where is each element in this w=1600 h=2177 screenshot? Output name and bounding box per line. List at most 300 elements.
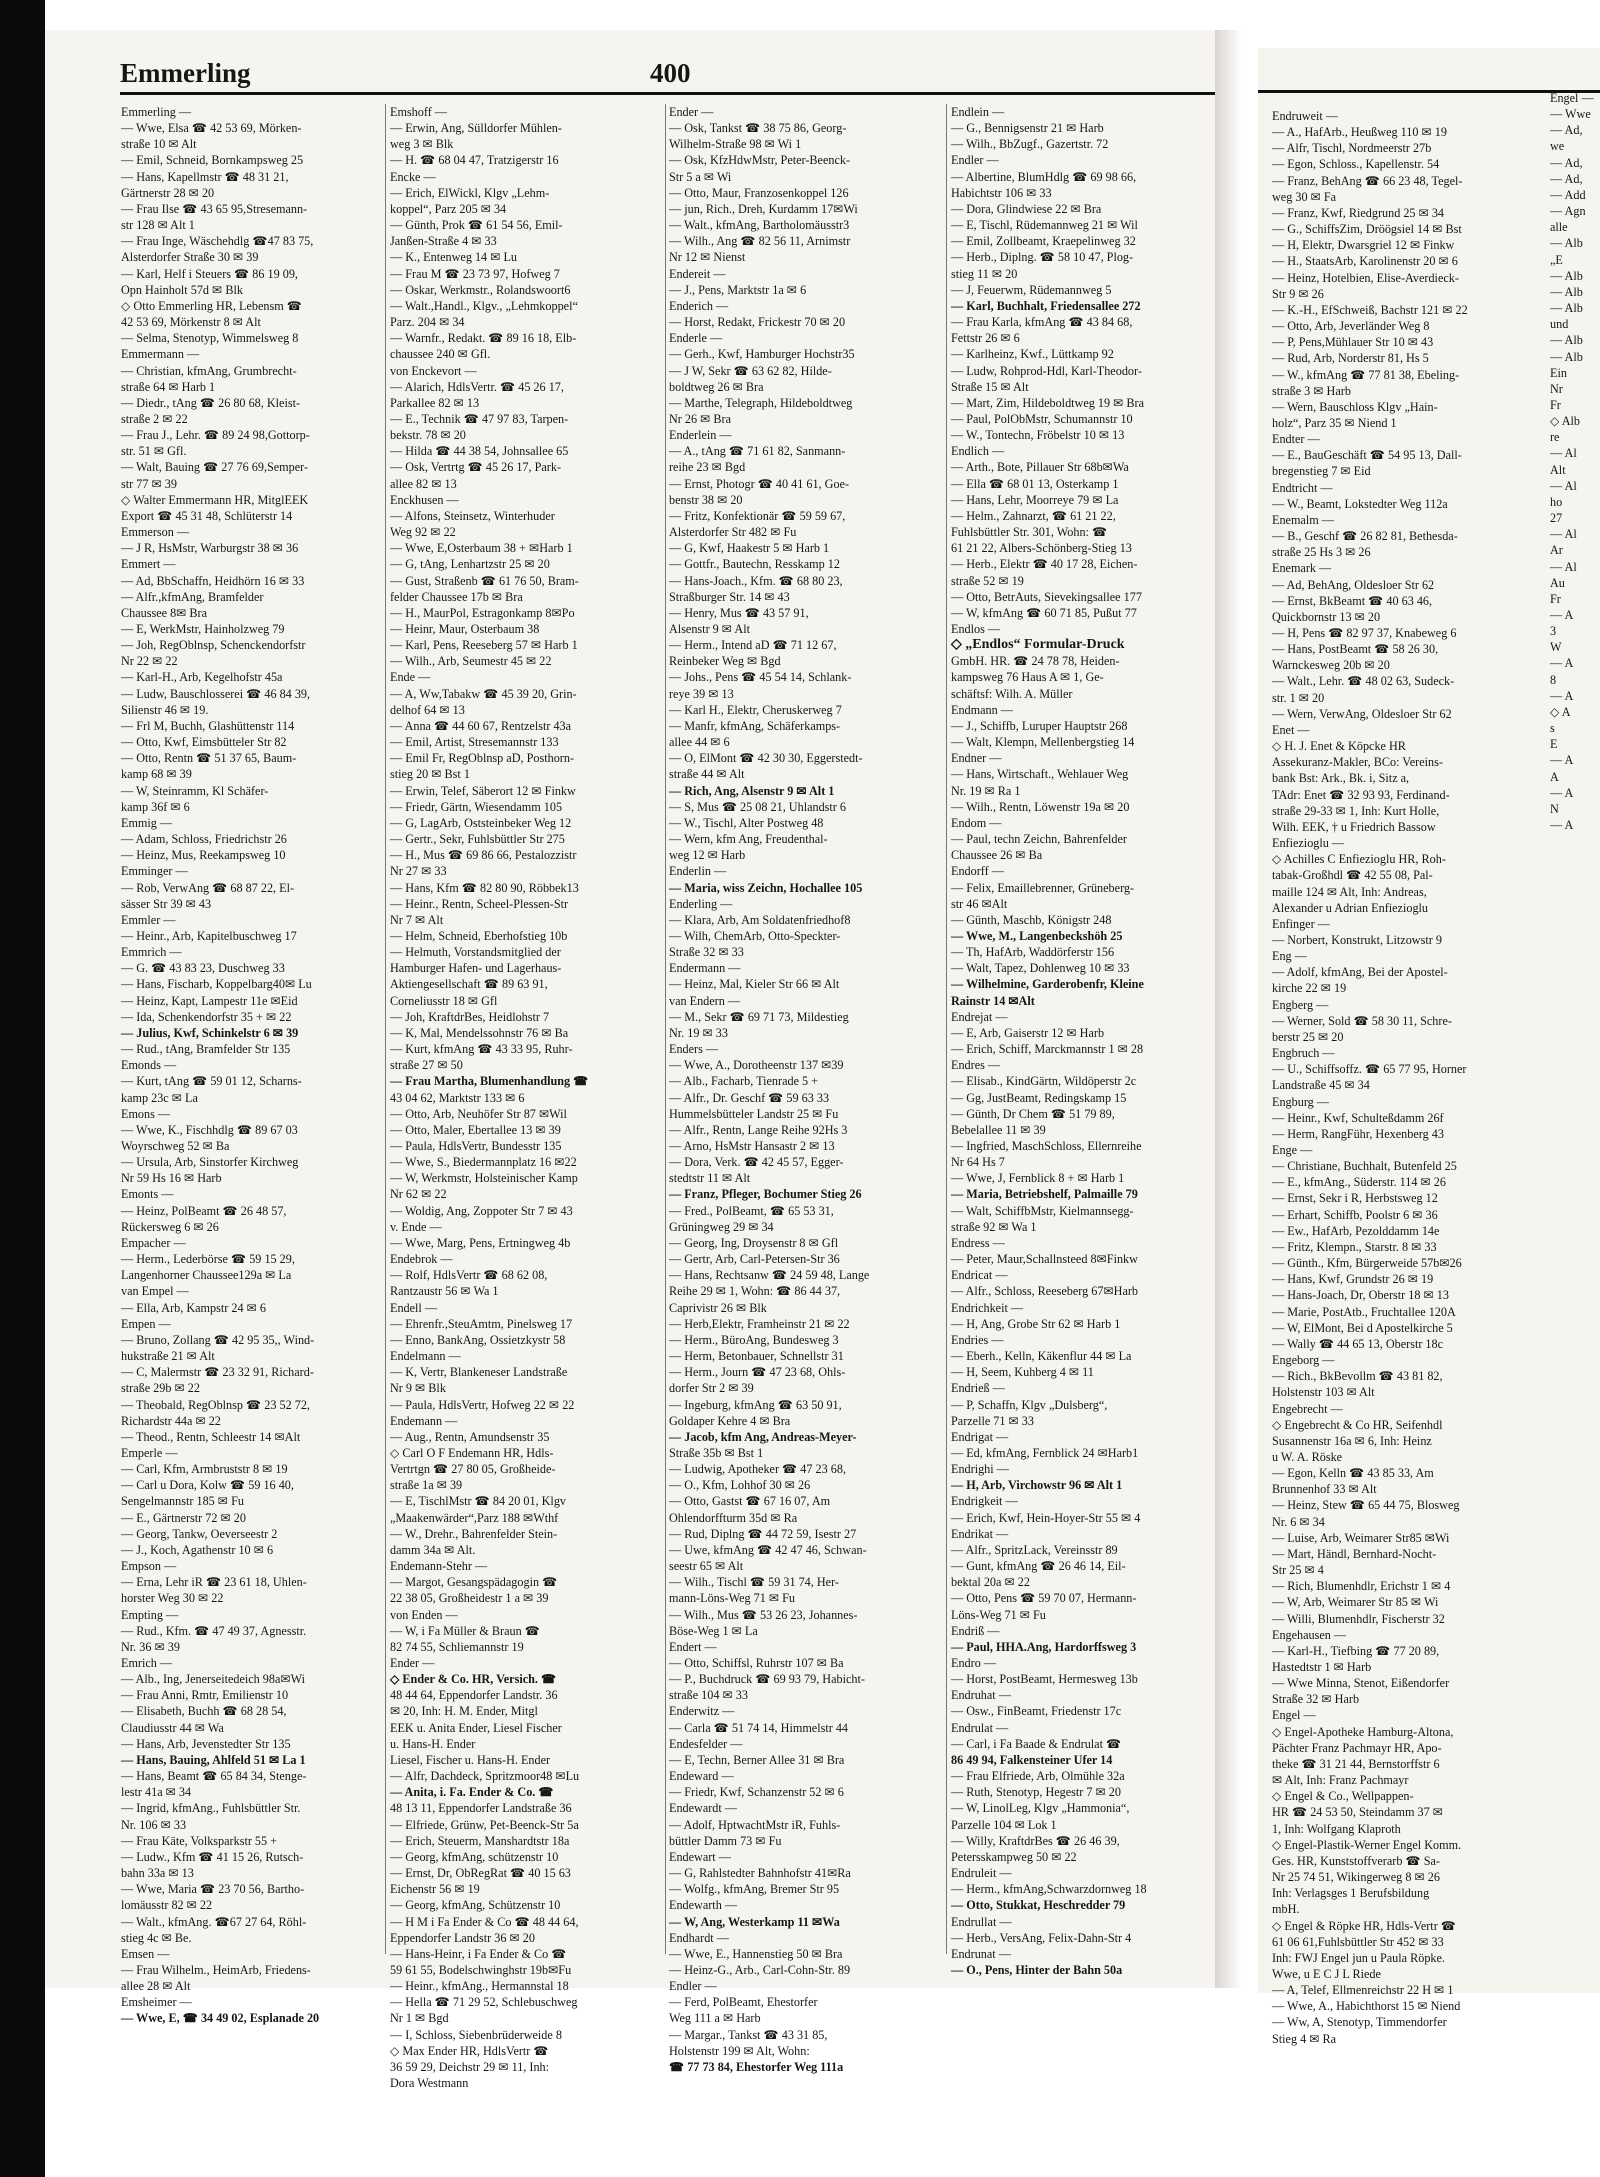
scanner-edge: [0, 0, 45, 2177]
directory-entry: Endro —: [951, 1656, 997, 1670]
directory-entry: Enderlein —: [669, 428, 732, 443]
directory-entry: Nr 9 ✉ Blk: [390, 1381, 446, 1396]
directory-entry: — Otto, Kwf, Eimsbütteler Str 82: [121, 735, 287, 750]
directory-entry: — Christian, kfmAng, Grumbrecht-: [121, 363, 297, 378]
directory-entry: — Dora, Verk. ☎ 42 45 57, Egger-: [669, 1155, 844, 1170]
directory-entry: — Ella ☎ 68 01 13, Osterkamp 1: [951, 476, 1119, 491]
directory-entry: — Hans, Beamt ☎ 65 84 34, Stenge-: [121, 1769, 307, 1784]
directory-entry-fragment: — A: [1550, 818, 1574, 833]
directory-entry: Endrullat —: [951, 1914, 1012, 1929]
directory-entry: ◇ H. J. Enet & Köpcke HR: [1272, 739, 1406, 754]
directory-entry: Emshoff —: [390, 105, 447, 119]
directory-entry: — Karl-H., Tiefbing ☎ 77 20 89,: [1272, 1643, 1440, 1658]
directory-entry-fragment: 8: [1550, 672, 1557, 687]
directory-entry-fragment: — A: [1550, 753, 1574, 768]
directory-entry: — G, tAng, Lenhartzstr 25 ✉ 20: [390, 557, 550, 572]
directory-entry: — Enno, BankAng, Ossietzkystr 58: [390, 1332, 566, 1347]
directory-entry: — Willy, KraftdrBes ☎ 26 46 39,: [951, 1833, 1120, 1848]
directory-entry: — Wwe, Elsa ☎ 42 53 69, Mörken-: [121, 121, 302, 136]
directory-entry: — H., Mus ☎ 69 86 66, Pestalozzistr: [390, 848, 577, 863]
directory-entry: Habichtstr 106 ✉ 33: [951, 185, 1052, 200]
directory-entry: Endruleit —: [951, 1866, 1012, 1881]
directory-entry: — Walt., kfmAng, Bartholomäusstr3: [669, 218, 850, 233]
page-number: 400: [650, 58, 691, 88]
directory-entry: Enfinger —: [1272, 916, 1330, 931]
directory-entry: — W, i Fa Müller & Braun ☎: [390, 1623, 540, 1638]
directory-entry: — Paula, HdlsVertr, Bundesstr 135: [390, 1139, 562, 1153]
directory-entry: Emmler —: [121, 912, 176, 927]
directory-entry: Straße 32 ✉ 33: [669, 945, 744, 960]
directory-entry: Endereit —: [669, 266, 726, 281]
directory-entry: berstr 25 ✉ 20: [1272, 1029, 1344, 1044]
directory-entry: Engebrecht —: [1272, 1401, 1343, 1416]
directory-entry-fragment: — Alb: [1550, 284, 1583, 299]
directory-entry: Fuhlsbüttler Str. 301, Wohn: ☎: [951, 525, 1108, 540]
directory-entry: Bebelallee 11 ✉ 39: [951, 1122, 1046, 1137]
directory-entry: — Heinr., Kwf, Schulteßdamm 26f: [1272, 1110, 1444, 1125]
directory-entry: — Osk, Tankst ☎ 38 75 86, Georg-: [669, 121, 847, 136]
directory-entry: — W, Steinramm, Kl Schäfer-: [121, 783, 269, 798]
directory-entry: Nr 22 ✉ 22: [121, 654, 178, 669]
page-header-name: Emmerling: [120, 58, 251, 88]
directory-entry: Emonts —: [121, 1187, 174, 1202]
directory-entry: — Maria, wiss Zeichn, Hochallee 105: [669, 880, 863, 895]
directory-entry: — Ingrid, kfmAng., Fuhlsbüttler Str.: [121, 1801, 301, 1816]
directory-entry: von Enckevort —: [390, 363, 477, 378]
directory-entry: straße 10 ✉ Alt: [121, 137, 197, 152]
directory-entry: Engeborg —: [1272, 1353, 1335, 1368]
directory-entry: bank Bst: Ark., Bk. i, Sitz a,: [1272, 771, 1410, 786]
directory-entry: — Peter, Maur,Schallnsteed 8✉Finkw: [951, 1252, 1138, 1267]
directory-entry: — Elisabeth, Buchh ☎ 68 28 54,: [121, 1704, 287, 1719]
directory-entry: Straße 32 ✉ Harb: [1272, 1692, 1360, 1707]
directory-entry: lomäusstr 82 ✉ 22: [121, 1898, 213, 1913]
directory-entry: — Elfriede, Grünw, Pet-Beenck-Str 5a: [390, 1817, 579, 1832]
directory-entry: Eichenstr 56 ✉ 19: [390, 1882, 480, 1897]
directory-entry: kamp 36f ✉ 6: [121, 799, 190, 814]
directory-entry: — G, LagArb, Oststeinbeker Weg 12: [390, 815, 572, 830]
directory-entry: Enet —: [1272, 722, 1310, 737]
directory-entry: — Fritz, Klempn., Starstr. 8 ✉ 33: [1272, 1239, 1437, 1254]
directory-entry: Woyrschweg 52 ✉ Ba: [121, 1139, 230, 1153]
directory-entry: — P, Pens,Mühlauer Str 10 ✉ 43: [1272, 335, 1434, 350]
directory-entry: — Karl, Buchhalt, Friedensallee 272: [951, 298, 1141, 313]
directory-entry: — Wilh., Arb, Seumestr 45 ✉ 22: [390, 654, 552, 669]
directory-entry: — H, Ang, Grobe Str 62 ✉ Harb 1: [951, 1316, 1121, 1331]
directory-entry: — Ernst, Dr, ObRegRat ☎ 40 15 63: [390, 1866, 571, 1881]
directory-entry: — Hans-Joach., Kfm. ☎ 68 80 23,: [669, 573, 843, 588]
directory-entry: — E, Arb, Gaiserstr 12 ✉ Harb: [951, 1025, 1105, 1040]
directory-entry: — Rud., Kfm. ☎ 47 49 37, Agnesstr.: [121, 1623, 307, 1638]
directory-entry: Endricat —: [951, 1268, 1008, 1283]
directory-entry-fragment: — Al: [1550, 478, 1577, 493]
directory-entry: — Wwe, Maria ☎ 23 70 56, Bartho-: [121, 1882, 305, 1897]
directory-entry: — Otto, Stukkat, Heschredder 79: [951, 1898, 1126, 1913]
directory-entry-fragment: Engel —: [1550, 91, 1594, 105]
directory-entry: Eppendorfer Landstr 36 ✉ 20: [390, 1930, 535, 1945]
directory-entry: delhof 64 ✉ 13: [390, 702, 465, 717]
directory-entry: — Günth., Kfm, Bürgerweide 57b✉26: [1272, 1256, 1462, 1271]
directory-entry: — Friedr, Gärtn, Wiesendamm 105: [390, 799, 563, 814]
directory-entry: Alsterdorfer Straße 30 ✉ 39: [121, 250, 259, 265]
directory-entry: — Wern, kfm Ang, Freudenthal-: [669, 832, 828, 847]
directory-entry: Endrejat —: [951, 1009, 1008, 1024]
directory-entry: — K., Entenweg 14 ✉ Lu: [390, 250, 517, 265]
directory-entry: Gärtnerstr 28 ✉ 20: [121, 185, 215, 200]
directory-entry: büttler Damm 73 ✉ Fu: [669, 1833, 782, 1848]
directory-entry: Endtricht —: [1272, 480, 1333, 495]
directory-entry: — Carl u Dora, Kolw ☎ 59 16 40,: [121, 1478, 294, 1493]
directory-entry: — C, Malermstr ☎ 23 32 91, Richard-: [121, 1365, 314, 1380]
directory-entry: — Wilh., Tischl ☎ 59 31 74, Her-: [669, 1575, 839, 1590]
directory-entry: — Wwe, Marg, Pens, Ertningweg 4b: [390, 1235, 571, 1250]
directory-entry: — J., Schiffb, Luruper Hauptstr 268: [951, 718, 1128, 733]
directory-entry: — Diedr., tAng ☎ 26 80 68, Kleist-: [121, 395, 301, 410]
directory-entry: Nr 1 ✉ Bgd: [390, 2011, 449, 2026]
directory-entry: kamp 68 ✉ 39: [121, 767, 192, 782]
facing-page-rule: [1258, 90, 1600, 93]
directory-entry: bahn 33a ✉ 13: [121, 1866, 194, 1881]
directory-entry: — Frau Wilhelm., HeimArb, Friedens-: [121, 1962, 311, 1977]
directory-entry: straße 2 ✉ 22: [121, 411, 188, 426]
directory-entry: — Anita, i. Fa. Ender & Co. ☎: [390, 1785, 554, 1800]
directory-entry: — Ad, BbSchaffn, Heidhörn 16 ✉ 33: [121, 573, 305, 588]
directory-entry: — Henry, Mus ☎ 43 57 91,: [669, 605, 809, 620]
directory-entry: — Hans, PostBeamt ☎ 58 26 30,: [1272, 642, 1439, 657]
directory-entry: — Karl-H., Arb, Kegelhofstr 45a: [121, 670, 283, 685]
directory-entry: — Hans, Wirtschaft., Wehlauer Weg: [951, 767, 1129, 782]
directory-entry: Rainstr 14 ✉Alt: [951, 993, 1035, 1008]
directory-entry: hukstraße 21 ✉ Alt: [121, 1349, 215, 1364]
directory-entry: Böse-Weg 1 ✉ La: [669, 1623, 758, 1638]
directory-entry-fragment: Nr: [1550, 381, 1563, 396]
directory-entry: — Heinz, Kapt, Lampestr 11e ✉Eid: [121, 993, 298, 1008]
directory-entry-fragment: ho: [1550, 494, 1563, 509]
directory-entry: — Karl, Helf i Steuers ☎ 86 19 09,: [121, 266, 298, 281]
directory-entry: bektal 20a ✉ 22: [951, 1575, 1030, 1590]
directory-entry: Export ☎ 45 31 48, Schlüterstr 14: [121, 508, 293, 523]
directory-entry: — W, kfmAng ☎ 60 71 85, Pußut 77: [951, 605, 1137, 620]
directory-entry: ◇ Ender & Co. HR, Versich. ☎: [390, 1672, 557, 1687]
directory-entry-fragment: Ein: [1550, 365, 1567, 380]
directory-entry: — W, Ang, Westerkamp 11 ✉Wa: [669, 1914, 840, 1929]
directory-entry: — Felix, Emaillebrenner, Grüneberg-: [951, 880, 1135, 895]
directory-entry: Susannenstr 16a ✉ 6, Inh: Heinz: [1272, 1433, 1432, 1448]
facing-page: [1258, 48, 1600, 2046]
directory-entry: — Ludwig, Apotheker ☎ 47 23 68,: [669, 1462, 846, 1477]
directory-entry-fragment: — Al: [1550, 446, 1577, 461]
directory-entry: — P., Buchdruck ☎ 69 93 79, Habicht-: [669, 1672, 865, 1687]
directory-entry: — Frau Elfriede, Arb, Olmühle 32a: [951, 1769, 1125, 1784]
directory-entry: — G., Bennigsenstr 21 ✉ Harb: [951, 121, 1104, 136]
directory-entry: — Franz, Kwf, Riedgrund 25 ✉ 34: [1272, 205, 1445, 220]
directory-entry-fragment: — Alb: [1550, 349, 1583, 364]
directory-entry: Enderle —: [669, 331, 723, 346]
directory-entry: Endler —: [951, 153, 999, 168]
directory-entry: Dora Westmann: [390, 2076, 469, 2091]
directory-entry: Alsterdorfer Str 482 ✉ Fu: [669, 525, 797, 540]
directory-entry: Rückersweg 6 ✉ 26: [121, 1219, 219, 1234]
directory-entry: Parzelle 104 ✉ Lok 1: [951, 1817, 1057, 1832]
directory-entry: — Herm, RangFühr, Hexenberg 43: [1272, 1126, 1444, 1141]
directory-entry: Engehausen —: [1272, 1627, 1347, 1642]
directory-entry: — Wilh., Ang ☎ 82 56 11, Arnimstr: [669, 234, 851, 249]
directory-entry-fragment: — Alb: [1550, 236, 1583, 251]
directory-entry: ◇ Max Ender HR, HdlsVertr ☎: [390, 2043, 549, 2058]
directory-entry: Quickbornstr 13 ✉ 20: [1272, 609, 1381, 624]
directory-entry: Hummelsbütteler Landstr 25 ✉ Fu: [669, 1106, 839, 1121]
directory-entry: — Hilda ☎ 44 38 54, Johnsallee 65: [390, 444, 569, 459]
directory-entry: — Erhart, Schiffb, Poolstr 6 ✉ 36: [1272, 1207, 1438, 1222]
directory-entry: — Alb., Facharb, Tienrade 5 +: [669, 1074, 819, 1089]
directory-entry: — Jacob, kfm Ang, Andreas-Meyer-: [669, 1429, 857, 1444]
directory-entry: — Elisab., KindGärtn, Wildöperstr 2c: [951, 1074, 1137, 1089]
directory-entry: — Herm., BüroAng, Bundesweg 3: [669, 1332, 839, 1347]
directory-entry: — G. ☎ 43 83 23, Duschweg 33: [121, 961, 285, 976]
directory-entry: Enders —: [669, 1042, 719, 1057]
directory-entry: v. Ende —: [390, 1219, 442, 1234]
directory-entry: — Wern, Bauschloss Klgv „Hain-: [1272, 399, 1438, 414]
directory-entry: Endemann —: [390, 1413, 458, 1428]
directory-entry: — Otto, Pens ☎ 59 70 07, Hermann-: [951, 1591, 1137, 1606]
directory-entry: — Gunt, kfmAng ☎ 26 46 14, Eil-: [951, 1559, 1126, 1574]
directory-entry: seestr 65 ✉ Alt: [669, 1559, 744, 1574]
directory-entry: — Ww, A, Stenotyp, Timmendorfer: [1272, 2015, 1447, 2030]
directory-entry: — Otto, BetrAuts, Sievekingsallee 177: [951, 589, 1142, 604]
directory-entry: schäftsf: Wilh. A. Müller: [951, 686, 1073, 701]
directory-entry: Assekuranz-Makler, BCo: Vereins-: [1272, 755, 1443, 770]
directory-entry: — Arno, HsMstr Hansastr 2 ✉ 13: [669, 1139, 835, 1153]
directory-entry: Emonds —: [121, 1058, 177, 1073]
directory-entry: — K, Mal, Mendelssohnstr 76 ✉ Ba: [390, 1025, 569, 1040]
directory-entry: — Manfr, kfmAng, Schäferkamps-: [669, 718, 841, 733]
directory-entry: — Frau Anni, Rmtr, Emilienstr 10: [121, 1688, 289, 1703]
directory-entry: Inh: FWJ Engel jun u Paula Röpke.: [1272, 1950, 1445, 1965]
directory-entry: Richardstr 44a ✉ 22: [121, 1413, 221, 1428]
directory-entry: — Erich, ElWickl, Klgv „Lehm-: [390, 185, 550, 200]
directory-entry: — Ruth, Stenotyp, Hegestr 7 ✉ 20: [951, 1785, 1121, 1800]
directory-entry: — K.-H., EfSchweiß, Bachstr 121 ✉ 22: [1272, 302, 1468, 317]
directory-entry: — Paul, PolObMstr, Schumannstr 10: [951, 411, 1133, 426]
directory-entry: — W, Werkmstr, Holsteinischer Kamp: [390, 1171, 578, 1186]
directory-entry: — Egon, Schloss., Kapellenstr. 54: [1272, 157, 1440, 172]
directory-entry: weg 12 ✉ Harb: [669, 848, 746, 863]
directory-entry: bekstr. 78 ✉ 20: [390, 428, 466, 443]
directory-entry: Empacher —: [121, 1235, 186, 1250]
directory-entry: — Frau Karla, kfmAng ☎ 43 84 68,: [951, 315, 1133, 330]
directory-entry: — Frau Käte, Volksparkstr 55 +: [121, 1833, 278, 1848]
directory-entry: — Hans-Joach, Dr, Oberstr 18 ✉ 13: [1272, 1288, 1449, 1303]
directory-entry: — W., Drehr., Bahrenfelder Stein-: [390, 1526, 558, 1541]
directory-entry: Empting —: [121, 1607, 179, 1622]
directory-entry: bregenstieg 7 ✉ Eid: [1272, 464, 1371, 479]
directory-entry: straße 25 Hs 3 ✉ 26: [1272, 545, 1371, 560]
directory-entry: — Mart, Händl, Bernhard-Nocht-: [1272, 1546, 1437, 1561]
directory-entry: — Otto, Schiffsl, Ruhrstr 107 ✉ Ba: [669, 1656, 844, 1670]
directory-entry: — Frau Martha, Blumenhandlung ☎: [390, 1074, 589, 1089]
directory-entry: — W., Tischl, Alter Postweg 48: [669, 815, 824, 830]
directory-entry: — Herm., Intend aD ☎ 71 12 67,: [669, 638, 837, 653]
directory-entry: — Otto, Gastst ☎ 67 16 07, Am: [669, 1494, 831, 1509]
directory-entry: Endruweit —: [1272, 109, 1339, 123]
directory-entry-fragment: ◇ Alb: [1550, 414, 1581, 429]
directory-entry: — W, LinolLeg, Klgv „Hammonia“,: [951, 1801, 1130, 1816]
directory-entry: — E., Technik ☎ 47 97 83, Tarpen-: [390, 411, 569, 426]
directory-entry: Emminger —: [121, 864, 188, 879]
directory-entry: — Wwe Minna, Stenot, Eißendorfer: [1272, 1676, 1450, 1691]
directory-entry: Janßen-Straße 4 ✉ 33: [390, 234, 497, 249]
directory-entry: 82 74 55, Schliemannstr 19: [390, 1639, 524, 1654]
directory-entry: — Wilh., Mus ☎ 53 26 23, Johannes-: [669, 1607, 858, 1622]
directory-entry: — A, Ww,Tabakw ☎ 45 39 20, Grin-: [390, 686, 577, 701]
directory-entry: kampsweg 76 Haus A ✉ 1, Ge-: [951, 670, 1104, 685]
directory-entry: ◇ Engel-Apotheke Hamburg-Altona,: [1272, 1724, 1454, 1739]
directory-entry: Straße 35b ✉ Bst 1: [669, 1445, 764, 1460]
directory-entry-fragment: W: [1550, 640, 1562, 655]
directory-entry: Emmerling —: [121, 105, 192, 119]
directory-entry: Parkallee 82 ✉ 13: [390, 395, 480, 410]
directory-entry: — Herb., VersAng, Felix-Dahn-Str 4: [951, 1930, 1132, 1945]
directory-entry-fragment: Fr: [1550, 397, 1561, 412]
directory-entry: Ender —: [669, 105, 714, 119]
directory-entry: — Horst, Redakt, Frickestr 70 ✉ 20: [669, 315, 846, 330]
directory-entry: „Maakenwärder“,Parz 188 ✉Wthf: [390, 1510, 559, 1525]
directory-entry: — Alfr, Tischl, Nordmeerstr 27b: [1272, 141, 1432, 156]
directory-entry: theke ☎ 31 21 44, Bernstorffstr 6: [1272, 1756, 1440, 1771]
directory-entry: ◇ Otto Emmerling HR, Lebensm ☎: [121, 298, 302, 313]
directory-entry: kamp 23c ✉ La: [121, 1090, 198, 1105]
directory-entry: — Carl, i Fa Baade & Endrulat ☎: [951, 1736, 1122, 1751]
directory-entry-fragment: — Wwe: [1550, 107, 1591, 122]
directory-entry: — H., StaatsArb, Karolinenstr 20 ✉ 6: [1272, 254, 1458, 269]
directory-entry: — Ludw., Kfm ☎ 41 15 26, Rutsch-: [121, 1849, 304, 1864]
directory-entry: — Wwe, J, Fernblick 8 + ✉ Harb 1: [951, 1171, 1125, 1186]
directory-entry-fragment: — A: [1550, 608, 1574, 622]
directory-entry: Enderling —: [669, 896, 733, 911]
directory-column-4: [951, 104, 1213, 1978]
directory-entry: Endres —: [951, 1058, 1001, 1073]
directory-entry: Str 9 ✉ 26: [1272, 286, 1324, 301]
directory-entry: — J R, HsMstr, Warburgstr 38 ✉ 36: [121, 541, 299, 556]
directory-entry: — A, Telef, Ellmenreichstr 22 H ✉ 1: [1272, 1983, 1454, 1998]
directory-entry: Caprivistr 26 ✉ Blk: [669, 1300, 767, 1315]
directory-entry: — E., Gärtnerstr 72 ✉ 20: [121, 1510, 246, 1525]
directory-entry-fragment: — Agn: [1550, 204, 1586, 219]
directory-entry: Aktiengesellschaft ☎ 89 63 91,: [390, 977, 548, 992]
directory-entry: — H, Arb, Virchowstr 96 ✉ Alt 1: [951, 1478, 1123, 1493]
directory-entry: — Ludw, Bauschlosserei ☎ 46 84 39,: [121, 686, 311, 701]
directory-entry: — Alfr., Rentn, Lange Reihe 92Hs 3: [669, 1122, 848, 1137]
directory-entry: Warnckesweg 20b ✉ 20: [1272, 658, 1390, 673]
header-rule: [120, 92, 1215, 95]
directory-entry: — Georg, kfmAng, schützenstr 10: [390, 1849, 559, 1864]
directory-entry: 42 53 69, Mörkenstr 8 ✉ Alt: [121, 315, 261, 330]
directory-entry: — Rolf, HdlsVertr ☎ 68 62 08,: [390, 1268, 548, 1283]
directory-entry: Endert —: [669, 1639, 717, 1654]
directory-entry: HR ☎ 24 53 50, Steindamm 37 ✉: [1272, 1805, 1443, 1820]
directory-entry: — Hans, Kapellmstr ☎ 48 31 21,: [121, 169, 289, 184]
directory-entry: — Erwin, Telef, Säberort 12 ✉ Finkw: [390, 783, 576, 798]
directory-entry: 43 04 62, Marktstr 133 ✉ 6: [390, 1090, 525, 1105]
directory-entry: Endress —: [951, 1235, 1005, 1250]
directory-entry: Nr 7 ✉ Alt: [390, 912, 444, 927]
directory-entry: straße 44 ✉ Alt: [669, 767, 745, 782]
directory-entry: straße 27 ✉ 50: [390, 1058, 463, 1073]
directory-entry: reihe 23 ✉ Bgd: [669, 460, 746, 475]
directory-entry: str 77 ✉ 39: [121, 476, 177, 491]
directory-entry: Sengelmannstr 185 ✉ Fu: [121, 1494, 244, 1509]
page-header: [120, 58, 1215, 92]
directory-entry: — Karl H., Elektr, Cheruskerweg 7: [669, 702, 842, 717]
directory-entry: — Otto, Arb, Neuhöfer Str 87 ✉Wil: [390, 1106, 567, 1121]
directory-entry: felder Chaussee 17b ✉ Bra: [390, 589, 523, 604]
directory-column-2: [390, 104, 658, 2091]
directory-entry: damm 34a ✉ Alt.: [390, 1542, 476, 1557]
directory-entry: Engberg —: [1272, 997, 1329, 1012]
directory-entry: — Egon, Kelln ☎ 43 85 33, Am: [1272, 1466, 1434, 1481]
directory-entry: — Ella, Arb, Kampstr 24 ✉ 6: [121, 1300, 266, 1315]
directory-entry: weg 30 ✉ Fa: [1272, 189, 1337, 204]
directory-entry: — Walt.,Handl., Klgv., „Lehmkoppel“: [390, 298, 578, 313]
directory-entry: Engbruch —: [1272, 1046, 1335, 1061]
directory-entry: Wwe, u E C J L Riede: [1272, 1966, 1381, 1981]
directory-entry: — Osk, KfzHdwMstr, Peter-Beenck-: [669, 153, 851, 168]
directory-entry: u. Hans-H. Ender: [390, 1736, 476, 1751]
directory-entry: 59 61 55, Bodelschwinghstr 19b✉Fu: [390, 1962, 572, 1977]
directory-entry: — Heinz, Mal, Kieler Str 66 ✉ Alt: [669, 977, 840, 992]
directory-entry: — Otto, Rentn ☎ 51 37 65, Baum-: [121, 751, 297, 766]
directory-entry: — Joh, KraftdrBes, Heidlohstr 7: [390, 1009, 550, 1024]
directory-entry: straße 3 ✉ Harb: [1272, 383, 1351, 398]
directory-entry: Nr. 36 ✉ 39: [121, 1639, 180, 1654]
directory-entry: chaussee 240 ✉ Gfl.: [390, 347, 491, 362]
directory-entry: — Ferd, PolBeamt, Ehestorfer: [669, 1995, 818, 2010]
directory-entry: — Wwe, A., Dorotheenstr 137 ✉39: [669, 1058, 844, 1073]
directory-entry: — Otto, Maur, Franzosenkoppel 126: [669, 185, 849, 200]
directory-entry: str 128 ✉ Alt 1: [121, 218, 195, 233]
directory-entry: — Carla ☎ 51 74 14, Himmelstr 44: [669, 1720, 849, 1735]
directory-entry: ◇ Achilles C Enfiezioglu HR, Roh-: [1272, 852, 1446, 867]
directory-entry: Str 5 a ✉ Wi: [669, 169, 732, 184]
directory-entry: 61 06 61,Fuhlsbüttler Str 452 ✉ 33: [1272, 1934, 1444, 1949]
directory-entry: Stieg 4 ✉ Ra: [1272, 2031, 1337, 2046]
column-divider: [946, 104, 947, 1954]
directory-entry: Landstraße 45 ✉ 34: [1272, 1078, 1370, 1093]
directory-entry: — Gertr., Sekr, Fuhlsbüttler Str 275: [390, 832, 565, 847]
directory-entry: — Erwin, Ang, Sülldorfer Mühlen-: [390, 121, 562, 136]
directory-entry: Endlos —: [951, 622, 1001, 636]
directory-entry: — Gottfr., Bautechn, Resskamp 12: [669, 557, 840, 572]
directory-entry: Nr 64 Hs 7: [951, 1155, 1005, 1170]
directory-entry: Endemann-Stehr —: [390, 1559, 488, 1574]
directory-entry: — Ingeburg, kfmAng ☎ 63 50 91,: [669, 1397, 842, 1412]
directory-entry: — Helm, Schneid, Eberhofstieg 10b: [390, 928, 568, 943]
directory-entry: — W, ElMont, Bei d Apostelkirche 5: [1272, 1320, 1453, 1335]
directory-entry: stedtstr 11 ✉ Alt: [669, 1171, 751, 1186]
directory-entry: Reihe 29 ✉ 1, Wohn: ☎ 86 44 37,: [669, 1284, 841, 1299]
directory-entry: — Georg, Ing, Droysenstr 8 ✉ Gfl: [669, 1235, 839, 1250]
directory-entry: — Günth, Prok ☎ 61 54 56, Emil-: [390, 218, 563, 233]
directory-entry: — Walt, SchiffbMstr, Kielmannsegg-: [951, 1203, 1134, 1218]
directory-entry: Nr. 19 ✉ 33: [669, 1025, 728, 1040]
directory-entry: Opn Hainholt 57d ✉ Blk: [121, 282, 243, 297]
directory-entry: Fettstr 26 ✉ 6: [951, 331, 1020, 346]
directory-entry: — Herb,Elektr, Framheinstr 21 ✉ 22: [669, 1316, 850, 1331]
directory-entry: Chaussee 26 ✉ Ba: [951, 848, 1043, 863]
directory-entry-fragment: — Alb: [1550, 268, 1583, 283]
directory-entry: — Heinz, PolBeamt ☎ 26 48 57,: [121, 1203, 287, 1218]
directory-entry: Encke —: [390, 169, 436, 184]
